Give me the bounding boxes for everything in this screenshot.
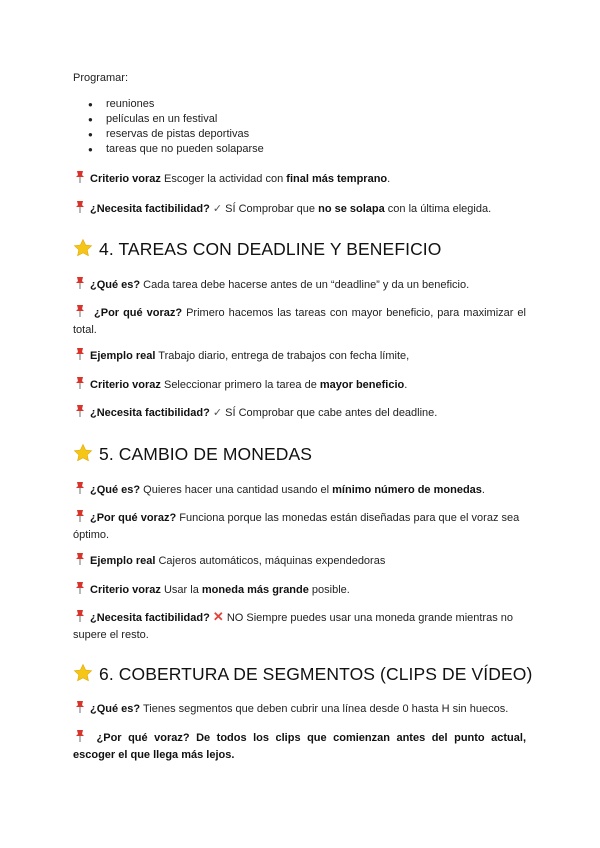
pushpin-icon bbox=[73, 276, 87, 295]
intro-text: Programar: bbox=[73, 72, 129, 84]
cross-mark-icon: ✕ bbox=[212, 609, 224, 624]
pushpin-icon bbox=[73, 700, 87, 719]
greedy-criterion-line: Criterio voraz Usar la moneda más grande posible. bbox=[73, 581, 350, 600]
pushpin-icon bbox=[73, 481, 87, 500]
pushpin-icon bbox=[73, 729, 87, 748]
section-heading: 4. TAREAS CON DEADLINE Y BENEFICIO bbox=[73, 238, 441, 260]
pushpin-icon bbox=[73, 552, 87, 571]
what-is-line: ¿Qué es? Tienes segmentos que deben cubrir una línea desde 0 hasta H sin huecos. bbox=[73, 700, 508, 719]
what-is-line: ¿Qué es? Cada tarea debe hacerse antes de un “deadline” y da un beneficio. bbox=[73, 276, 469, 295]
pushpin-icon bbox=[73, 170, 87, 189]
what-is-line: ¿Qué es? Quieres hacer una cantidad usando el mínimo número de monedas. bbox=[73, 481, 485, 500]
why-greedy-paragraph: ¿Por qué voraz? Primero hacemos las tareas con mayor beneficio, para maximizar el total. bbox=[73, 304, 526, 338]
use-cases-list bbox=[73, 97, 264, 157]
feasibility-line: ¿Necesita factibilidad? ✓ SÍ Comprobar que cabe antes del deadline. bbox=[73, 404, 437, 423]
greedy-criterion-line: Criterio voraz Seleccionar primero la tarea de mayor beneficio. bbox=[73, 376, 407, 395]
section-heading: 5. CAMBIO DE MONEDAS bbox=[73, 443, 312, 465]
pushpin-icon bbox=[73, 376, 87, 395]
list-item: ● reuniones bbox=[73, 97, 264, 112]
pushpin-icon bbox=[73, 609, 87, 628]
check-mark-icon: ✓ bbox=[212, 407, 223, 419]
pushpin-icon bbox=[73, 581, 87, 600]
pushpin-icon bbox=[73, 347, 87, 366]
pushpin-icon bbox=[73, 304, 87, 323]
real-example-line: Ejemplo real Trabajo diario, entrega de trabajos con fecha límite, bbox=[73, 347, 409, 366]
feasibility-line: ¿Necesita factibilidad? ✕ NO Siempre puedes usar una moneda grande mientras no supere el resto. bbox=[73, 609, 514, 641]
star-icon bbox=[73, 238, 93, 258]
why-greedy-paragraph: ¿Por qué voraz? Funciona porque las monedas están diseñadas para que el voraz sea óptimo. bbox=[73, 509, 528, 543]
list-item: ● películas en un festival bbox=[73, 112, 264, 127]
section-heading: 6. COBERTURA DE SEGMENTOS (CLIPS DE VÍDEO) bbox=[73, 663, 532, 685]
check-mark-icon: ✓ bbox=[212, 203, 223, 215]
pushpin-icon bbox=[73, 404, 87, 423]
star-icon bbox=[73, 443, 93, 463]
greedy-criterion-line: Criterio voraz Escoger la actividad con final más temprano. bbox=[73, 170, 390, 189]
real-example-line: Ejemplo real Cajeros automáticos, máquinas expendedoras bbox=[73, 552, 385, 571]
why-greedy-paragraph: ¿Por qué voraz? De todos los clips que comienzan antes del punto actual, escoger el que llega más lejos. bbox=[73, 729, 526, 763]
feasibility-line: ¿Necesita factibilidad? ✓ SÍ Comprobar que no se solapa con la última elegida. bbox=[73, 200, 491, 219]
list-item: ● reservas de pistas deportivas bbox=[73, 127, 264, 142]
pushpin-icon bbox=[73, 509, 87, 528]
list-item: ● tareas que no pueden solaparse bbox=[73, 142, 264, 157]
star-icon bbox=[73, 663, 93, 683]
pushpin-icon bbox=[73, 200, 87, 219]
